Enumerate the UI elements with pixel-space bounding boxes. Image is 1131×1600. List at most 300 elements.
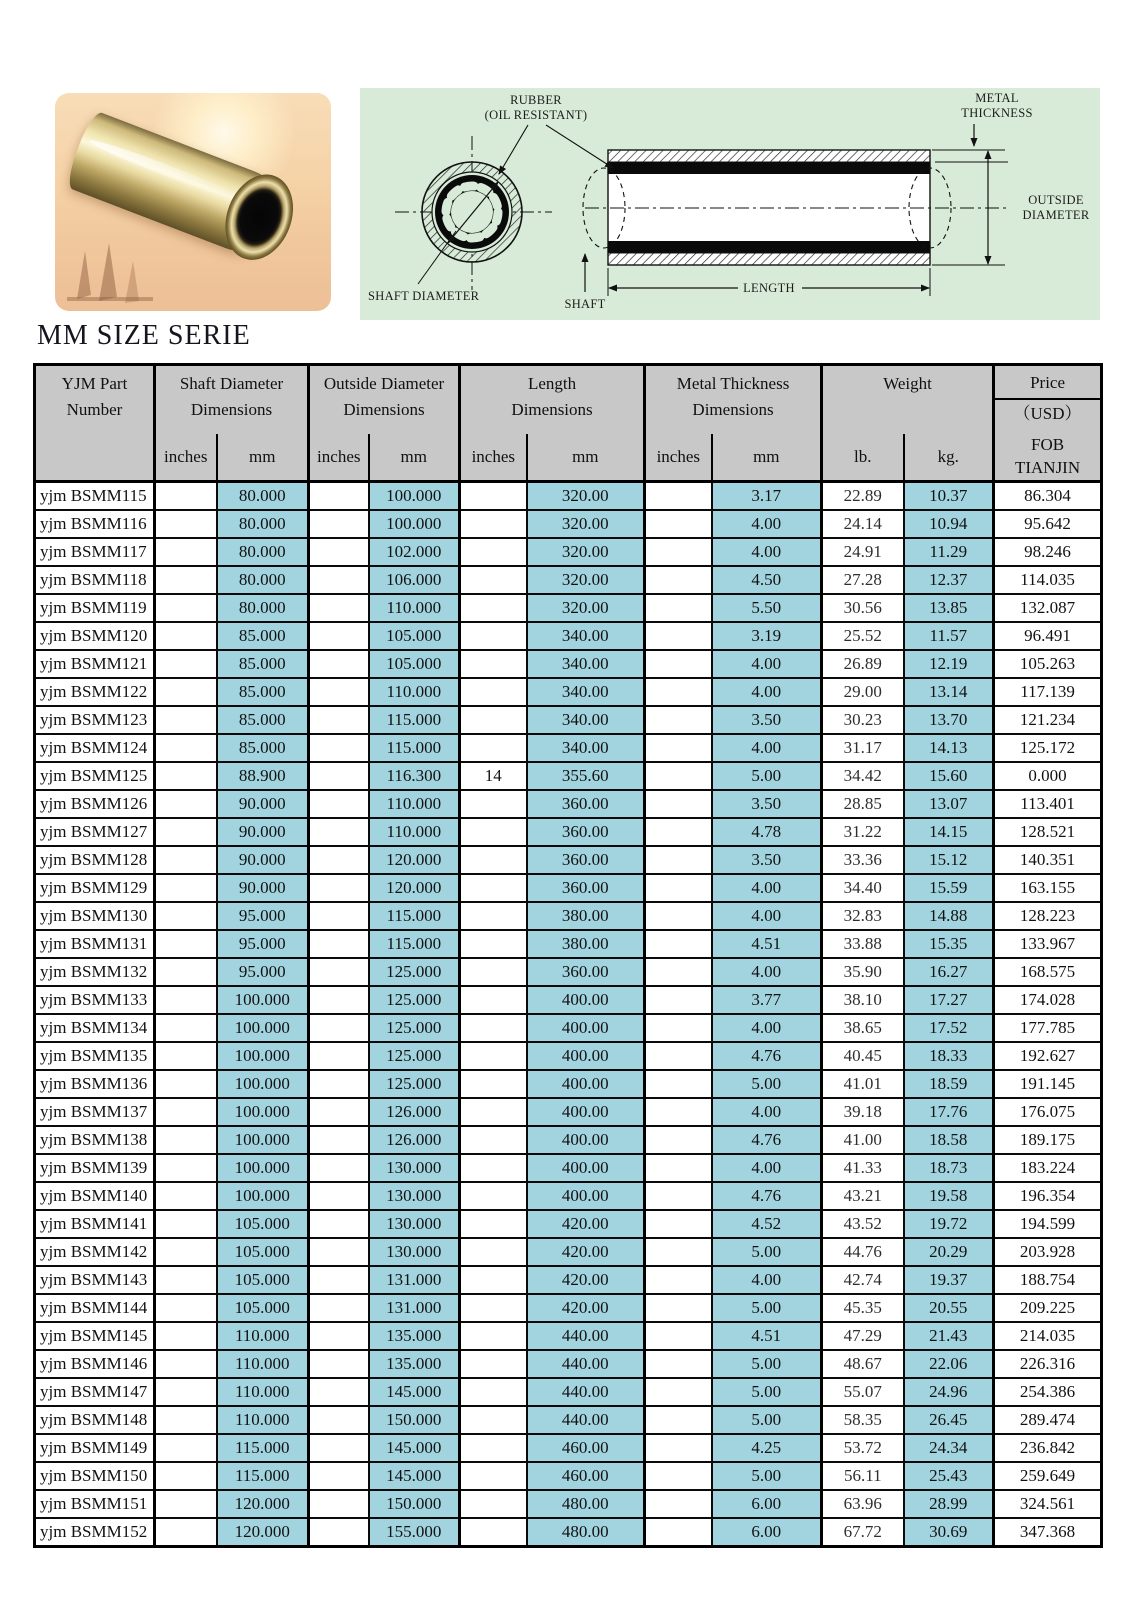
table-row bbox=[35, 1210, 1102, 1238]
cell-part-number: yjm BSMM120 bbox=[35, 622, 155, 650]
cell-price: 254.386 bbox=[994, 1378, 1102, 1406]
cell-weight-kg: 13.07 bbox=[904, 790, 994, 818]
cell-weight-kg: 18.58 bbox=[904, 1126, 994, 1154]
cell-weight-lb: 27.28 bbox=[822, 566, 904, 594]
col-header-length-mm: mm bbox=[527, 434, 645, 482]
cell-outside-mm: 126.000 bbox=[369, 1098, 460, 1126]
cell-outside-mm: 130.000 bbox=[369, 1154, 460, 1182]
cell-outside-mm: 100.000 bbox=[369, 482, 460, 511]
cell-weight-kg: 28.99 bbox=[904, 1490, 994, 1518]
cell-outside-inches bbox=[309, 1322, 369, 1350]
cell-thickness-mm: 4.00 bbox=[712, 874, 822, 902]
cell-thickness-inches bbox=[645, 1238, 712, 1266]
cell-thickness-mm: 4.78 bbox=[712, 818, 822, 846]
cell-length-mm: 340.00 bbox=[527, 734, 645, 762]
cell-weight-kg: 18.33 bbox=[904, 1042, 994, 1070]
cell-weight-kg: 15.59 bbox=[904, 874, 994, 902]
cell-weight-lb: 33.88 bbox=[822, 930, 904, 958]
table-row bbox=[35, 594, 1102, 622]
cell-shaft-mm: 85.000 bbox=[217, 678, 309, 706]
cell-length-mm: 420.00 bbox=[527, 1294, 645, 1322]
cell-weight-lb: 30.23 bbox=[822, 706, 904, 734]
cell-shaft-inches bbox=[155, 846, 217, 874]
cell-price: 191.145 bbox=[994, 1070, 1102, 1098]
cell-shaft-mm: 105.000 bbox=[217, 1238, 309, 1266]
cell-part-number: yjm BSMM145 bbox=[35, 1322, 155, 1350]
cell-weight-kg: 14.15 bbox=[904, 818, 994, 846]
cell-length-mm: 400.00 bbox=[527, 1182, 645, 1210]
cell-length-mm: 480.00 bbox=[527, 1518, 645, 1547]
cell-price: 236.842 bbox=[994, 1434, 1102, 1462]
cell-thickness-inches bbox=[645, 930, 712, 958]
cell-price: 163.155 bbox=[994, 874, 1102, 902]
cell-thickness-inches bbox=[645, 1070, 712, 1098]
table-row bbox=[35, 1154, 1102, 1182]
cell-price: 177.785 bbox=[994, 1014, 1102, 1042]
cell-price: 209.225 bbox=[994, 1294, 1102, 1322]
cell-part-number: yjm BSMM140 bbox=[35, 1182, 155, 1210]
cell-outside-inches bbox=[309, 1490, 369, 1518]
cell-shaft-inches bbox=[155, 1406, 217, 1434]
cell-shaft-inches bbox=[155, 1182, 217, 1210]
cell-thickness-inches bbox=[645, 790, 712, 818]
col-header-outside-diameter: Outside Diameter Dimensions bbox=[309, 365, 460, 435]
cell-outside-mm: 135.000 bbox=[369, 1350, 460, 1378]
cell-price: 121.234 bbox=[994, 706, 1102, 734]
table-row bbox=[35, 1378, 1102, 1406]
cell-weight-kg: 19.37 bbox=[904, 1266, 994, 1294]
cell-shaft-inches bbox=[155, 1210, 217, 1238]
table-row bbox=[35, 930, 1102, 958]
cell-part-number: yjm BSMM115 bbox=[35, 482, 155, 511]
cell-shaft-inches bbox=[155, 510, 217, 538]
cell-outside-inches bbox=[309, 1070, 369, 1098]
cell-weight-lb: 44.76 bbox=[822, 1238, 904, 1266]
cell-length-inches bbox=[460, 1462, 527, 1490]
cell-shaft-inches bbox=[155, 1154, 217, 1182]
cell-thickness-mm: 4.51 bbox=[712, 1322, 822, 1350]
cell-shaft-mm: 90.000 bbox=[217, 846, 309, 874]
col-header-shaft-mm: mm bbox=[217, 434, 309, 482]
col-header-part-number: YJM Part Number bbox=[35, 365, 155, 482]
shaft-diameter-label: SHAFT DIAMETER bbox=[368, 289, 480, 303]
cell-price: 132.087 bbox=[994, 594, 1102, 622]
table-row bbox=[35, 1238, 1102, 1266]
cell-thickness-inches bbox=[645, 762, 712, 790]
table-row bbox=[35, 818, 1102, 846]
cell-length-inches bbox=[460, 1098, 527, 1126]
cell-shaft-inches bbox=[155, 818, 217, 846]
rubber-liner-bottom bbox=[608, 241, 930, 253]
table-row bbox=[35, 846, 1102, 874]
cell-weight-lb: 31.22 bbox=[822, 818, 904, 846]
cell-weight-kg: 15.60 bbox=[904, 762, 994, 790]
table-row bbox=[35, 1462, 1102, 1490]
cell-length-mm: 320.00 bbox=[527, 594, 645, 622]
cell-weight-lb: 35.90 bbox=[822, 958, 904, 986]
cell-thickness-inches bbox=[645, 1294, 712, 1322]
cell-price: 194.599 bbox=[994, 1210, 1102, 1238]
table-row bbox=[35, 874, 1102, 902]
cell-price: 0.000 bbox=[994, 762, 1102, 790]
cell-weight-kg: 12.19 bbox=[904, 650, 994, 678]
cell-weight-lb: 43.52 bbox=[822, 1210, 904, 1238]
cell-outside-inches bbox=[309, 622, 369, 650]
cell-outside-mm: 150.000 bbox=[369, 1406, 460, 1434]
table-row bbox=[35, 678, 1102, 706]
cell-thickness-mm: 5.00 bbox=[712, 1406, 822, 1434]
cell-outside-mm: 100.000 bbox=[369, 510, 460, 538]
cell-shaft-inches bbox=[155, 1238, 217, 1266]
cell-thickness-mm: 5.50 bbox=[712, 594, 822, 622]
cell-outside-inches bbox=[309, 874, 369, 902]
cell-outside-inches bbox=[309, 846, 369, 874]
cell-part-number: yjm BSMM123 bbox=[35, 706, 155, 734]
metal-shell-top bbox=[608, 150, 930, 162]
cell-price: 324.561 bbox=[994, 1490, 1102, 1518]
cell-outside-mm: 105.000 bbox=[369, 650, 460, 678]
cell-shaft-mm: 105.000 bbox=[217, 1266, 309, 1294]
table-row bbox=[35, 622, 1102, 650]
cell-thickness-inches bbox=[645, 622, 712, 650]
cell-thickness-mm: 4.00 bbox=[712, 678, 822, 706]
cell-weight-lb: 39.18 bbox=[822, 1098, 904, 1126]
cell-part-number: yjm BSMM139 bbox=[35, 1154, 155, 1182]
cell-length-mm: 440.00 bbox=[527, 1406, 645, 1434]
cell-thickness-inches bbox=[645, 1406, 712, 1434]
cell-shaft-inches bbox=[155, 1490, 217, 1518]
cell-outside-inches bbox=[309, 762, 369, 790]
cell-outside-mm: 145.000 bbox=[369, 1462, 460, 1490]
cell-thickness-mm: 5.00 bbox=[712, 762, 822, 790]
col-header-metal-thickness: Metal Thickness Dimensions bbox=[645, 365, 822, 435]
cell-shaft-mm: 100.000 bbox=[217, 1182, 309, 1210]
table-row bbox=[35, 790, 1102, 818]
cell-outside-mm: 110.000 bbox=[369, 818, 460, 846]
cell-shaft-mm: 85.000 bbox=[217, 622, 309, 650]
cell-thickness-mm: 3.19 bbox=[712, 622, 822, 650]
cell-price: 95.642 bbox=[994, 510, 1102, 538]
cell-thickness-mm: 4.00 bbox=[712, 1014, 822, 1042]
cell-outside-inches bbox=[309, 510, 369, 538]
cell-thickness-inches bbox=[645, 1042, 712, 1070]
table-row bbox=[35, 902, 1102, 930]
cell-outside-mm: 155.000 bbox=[369, 1518, 460, 1547]
cell-part-number: yjm BSMM136 bbox=[35, 1070, 155, 1098]
cell-weight-kg: 11.57 bbox=[904, 622, 994, 650]
cell-thickness-inches bbox=[645, 958, 712, 986]
cell-length-inches bbox=[460, 510, 527, 538]
cell-weight-kg: 19.58 bbox=[904, 1182, 994, 1210]
table-row bbox=[35, 538, 1102, 566]
cell-shaft-inches bbox=[155, 482, 217, 511]
shaft-bore bbox=[451, 191, 493, 233]
cell-weight-lb: 53.72 bbox=[822, 1434, 904, 1462]
cell-weight-lb: 32.83 bbox=[822, 902, 904, 930]
cell-length-mm: 400.00 bbox=[527, 1098, 645, 1126]
cell-shaft-mm: 115.000 bbox=[217, 1434, 309, 1462]
cell-outside-mm: 115.000 bbox=[369, 930, 460, 958]
cell-length-inches: 14 bbox=[460, 762, 527, 790]
cell-weight-kg: 21.43 bbox=[904, 1322, 994, 1350]
cell-thickness-mm: 3.17 bbox=[712, 482, 822, 511]
cell-part-number: yjm BSMM135 bbox=[35, 1042, 155, 1070]
cell-part-number: yjm BSMM132 bbox=[35, 958, 155, 986]
cell-length-mm: 420.00 bbox=[527, 1238, 645, 1266]
cell-thickness-inches bbox=[645, 1014, 712, 1042]
cell-outside-inches bbox=[309, 930, 369, 958]
table-row bbox=[35, 1126, 1102, 1154]
cell-length-mm: 400.00 bbox=[527, 986, 645, 1014]
cell-weight-lb: 30.56 bbox=[822, 594, 904, 622]
cell-outside-mm: 145.000 bbox=[369, 1378, 460, 1406]
table-row bbox=[35, 1294, 1102, 1322]
cell-shaft-inches bbox=[155, 650, 217, 678]
cell-part-number: yjm BSMM143 bbox=[35, 1266, 155, 1294]
metal-thickness-label-2: THICKNESS bbox=[961, 106, 1033, 120]
cell-thickness-inches bbox=[645, 1434, 712, 1462]
cell-thickness-mm: 4.76 bbox=[712, 1182, 822, 1210]
cell-thickness-inches bbox=[645, 594, 712, 622]
cell-shaft-inches bbox=[155, 538, 217, 566]
cell-price: 189.175 bbox=[994, 1126, 1102, 1154]
cell-thickness-inches bbox=[645, 1322, 712, 1350]
cell-length-mm: 440.00 bbox=[527, 1350, 645, 1378]
cell-length-inches bbox=[460, 874, 527, 902]
cell-thickness-mm: 3.50 bbox=[712, 846, 822, 874]
size-table-wrap bbox=[33, 363, 1103, 1548]
col-header-shaft-diameter: Shaft Diameter Dimensions bbox=[155, 365, 309, 435]
cell-weight-lb: 29.00 bbox=[822, 678, 904, 706]
cell-part-number: yjm BSMM149 bbox=[35, 1434, 155, 1462]
cell-thickness-inches bbox=[645, 1518, 712, 1547]
cell-shaft-inches bbox=[155, 1434, 217, 1462]
cell-weight-kg: 25.43 bbox=[904, 1462, 994, 1490]
cell-length-mm: 320.00 bbox=[527, 566, 645, 594]
col-header-thickness-mm: mm bbox=[712, 434, 822, 482]
cell-length-inches bbox=[460, 1406, 527, 1434]
cell-length-inches bbox=[460, 1490, 527, 1518]
table-row bbox=[35, 1406, 1102, 1434]
cell-shaft-mm: 100.000 bbox=[217, 1098, 309, 1126]
cell-weight-kg: 18.59 bbox=[904, 1070, 994, 1098]
cell-length-mm: 320.00 bbox=[527, 510, 645, 538]
cell-thickness-mm: 3.50 bbox=[712, 706, 822, 734]
col-header-price: Price （USD） FOB TIANJIN bbox=[994, 365, 1102, 482]
cell-outside-mm: 106.000 bbox=[369, 566, 460, 594]
cell-weight-kg: 17.76 bbox=[904, 1098, 994, 1126]
cell-outside-mm: 116.300 bbox=[369, 762, 460, 790]
cell-price: 188.754 bbox=[994, 1266, 1102, 1294]
table-row bbox=[35, 1266, 1102, 1294]
cell-weight-lb: 38.10 bbox=[822, 986, 904, 1014]
cell-length-inches bbox=[460, 538, 527, 566]
cell-thickness-inches bbox=[645, 902, 712, 930]
cell-shaft-inches bbox=[155, 678, 217, 706]
cell-thickness-mm: 4.25 bbox=[712, 1434, 822, 1462]
cell-outside-inches bbox=[309, 1098, 369, 1126]
cell-outside-inches bbox=[309, 482, 369, 511]
cell-part-number: yjm BSMM150 bbox=[35, 1462, 155, 1490]
cell-part-number: yjm BSMM118 bbox=[35, 566, 155, 594]
cell-length-inches bbox=[460, 1014, 527, 1042]
cell-weight-kg: 10.94 bbox=[904, 510, 994, 538]
cell-price: 113.401 bbox=[994, 790, 1102, 818]
cell-weight-kg: 11.29 bbox=[904, 538, 994, 566]
cell-length-mm: 360.00 bbox=[527, 846, 645, 874]
table-row bbox=[35, 1518, 1102, 1547]
cell-thickness-inches bbox=[645, 1350, 712, 1378]
cell-outside-mm: 131.000 bbox=[369, 1294, 460, 1322]
cell-shaft-inches bbox=[155, 902, 217, 930]
cell-part-number: yjm BSMM142 bbox=[35, 1238, 155, 1266]
cell-shaft-mm: 110.000 bbox=[217, 1322, 309, 1350]
cell-outside-inches bbox=[309, 734, 369, 762]
cell-part-number: yjm BSMM133 bbox=[35, 986, 155, 1014]
cell-outside-inches bbox=[309, 902, 369, 930]
cell-shaft-mm: 100.000 bbox=[217, 986, 309, 1014]
table-row bbox=[35, 762, 1102, 790]
cell-part-number: yjm BSMM129 bbox=[35, 874, 155, 902]
cell-thickness-inches bbox=[645, 1462, 712, 1490]
cell-shaft-mm: 100.000 bbox=[217, 1014, 309, 1042]
cell-part-number: yjm BSMM144 bbox=[35, 1294, 155, 1322]
cell-weight-kg: 16.27 bbox=[904, 958, 994, 986]
cell-part-number: yjm BSMM148 bbox=[35, 1406, 155, 1434]
cell-price: 86.304 bbox=[994, 482, 1102, 511]
cell-thickness-mm: 4.00 bbox=[712, 1098, 822, 1126]
cell-thickness-mm: 4.76 bbox=[712, 1042, 822, 1070]
cell-length-inches bbox=[460, 958, 527, 986]
cell-thickness-mm: 5.00 bbox=[712, 1350, 822, 1378]
rubber-label-1: RUBBER bbox=[510, 93, 562, 107]
cell-outside-mm: 120.000 bbox=[369, 846, 460, 874]
page-title: MM SIZE SERIE bbox=[37, 320, 251, 351]
cell-outside-mm: 115.000 bbox=[369, 734, 460, 762]
table-row bbox=[35, 1490, 1102, 1518]
cell-part-number: yjm BSMM127 bbox=[35, 818, 155, 846]
cell-shaft-inches bbox=[155, 1350, 217, 1378]
cell-thickness-mm: 4.00 bbox=[712, 734, 822, 762]
cell-weight-kg: 15.35 bbox=[904, 930, 994, 958]
cell-outside-inches bbox=[309, 1378, 369, 1406]
cell-price: 203.928 bbox=[994, 1238, 1102, 1266]
cell-thickness-inches bbox=[645, 510, 712, 538]
cell-weight-lb: 47.29 bbox=[822, 1322, 904, 1350]
cell-weight-kg: 14.13 bbox=[904, 734, 994, 762]
cell-outside-mm: 120.000 bbox=[369, 874, 460, 902]
cell-thickness-mm: 3.50 bbox=[712, 790, 822, 818]
cell-weight-lb: 41.01 bbox=[822, 1070, 904, 1098]
cell-thickness-inches bbox=[645, 482, 712, 511]
cell-part-number: yjm BSMM141 bbox=[35, 1210, 155, 1238]
cell-shaft-mm: 80.000 bbox=[217, 566, 309, 594]
cell-outside-mm: 125.000 bbox=[369, 1014, 460, 1042]
cell-thickness-inches bbox=[645, 1098, 712, 1126]
cell-shaft-mm: 110.000 bbox=[217, 1406, 309, 1434]
table-row bbox=[35, 1434, 1102, 1462]
cell-shaft-inches bbox=[155, 1042, 217, 1070]
cell-thickness-inches bbox=[645, 678, 712, 706]
cell-part-number: yjm BSMM146 bbox=[35, 1350, 155, 1378]
cell-outside-mm: 115.000 bbox=[369, 902, 460, 930]
cell-weight-lb: 41.00 bbox=[822, 1126, 904, 1154]
cell-shaft-mm: 115.000 bbox=[217, 1462, 309, 1490]
cell-weight-lb: 24.14 bbox=[822, 510, 904, 538]
cell-thickness-mm: 5.00 bbox=[712, 1294, 822, 1322]
col-header-shaft-inches: inches bbox=[155, 434, 217, 482]
cell-thickness-inches bbox=[645, 1266, 712, 1294]
cell-shaft-mm: 95.000 bbox=[217, 902, 309, 930]
cell-weight-kg: 13.70 bbox=[904, 706, 994, 734]
cell-length-inches bbox=[460, 1350, 527, 1378]
cell-price: 128.521 bbox=[994, 818, 1102, 846]
cell-length-mm: 400.00 bbox=[527, 1070, 645, 1098]
cell-part-number: yjm BSMM134 bbox=[35, 1014, 155, 1042]
cell-weight-kg: 24.34 bbox=[904, 1434, 994, 1462]
table-row bbox=[35, 986, 1102, 1014]
cell-price: 140.351 bbox=[994, 846, 1102, 874]
cell-length-inches bbox=[460, 930, 527, 958]
cell-part-number: yjm BSMM151 bbox=[35, 1490, 155, 1518]
cell-shaft-inches bbox=[155, 622, 217, 650]
bearing-bore-opening bbox=[214, 165, 305, 270]
cell-thickness-mm: 4.50 bbox=[712, 566, 822, 594]
sailboat-silhouettes bbox=[55, 221, 205, 311]
outside-diameter-label-1: OUTSIDE bbox=[1028, 193, 1084, 207]
cell-length-mm: 420.00 bbox=[527, 1266, 645, 1294]
cell-weight-lb: 63.96 bbox=[822, 1490, 904, 1518]
cell-length-mm: 340.00 bbox=[527, 706, 645, 734]
cell-shaft-inches bbox=[155, 1378, 217, 1406]
cell-outside-mm: 110.000 bbox=[369, 594, 460, 622]
cell-weight-lb: 26.89 bbox=[822, 650, 904, 678]
cell-length-mm: 440.00 bbox=[527, 1378, 645, 1406]
cell-shaft-inches bbox=[155, 1070, 217, 1098]
cell-shaft-mm: 105.000 bbox=[217, 1210, 309, 1238]
cell-length-mm: 340.00 bbox=[527, 650, 645, 678]
cell-length-inches bbox=[460, 1322, 527, 1350]
cell-shaft-mm: 90.000 bbox=[217, 874, 309, 902]
cell-thickness-inches bbox=[645, 538, 712, 566]
cell-length-inches bbox=[460, 986, 527, 1014]
cell-part-number: yjm BSMM124 bbox=[35, 734, 155, 762]
cell-price: 174.028 bbox=[994, 986, 1102, 1014]
cell-thickness-mm: 4.00 bbox=[712, 902, 822, 930]
cell-shaft-inches bbox=[155, 1014, 217, 1042]
table-row bbox=[35, 1098, 1102, 1126]
table-row bbox=[35, 1182, 1102, 1210]
cell-length-mm: 460.00 bbox=[527, 1434, 645, 1462]
cell-weight-lb: 25.52 bbox=[822, 622, 904, 650]
cell-weight-lb: 48.67 bbox=[822, 1350, 904, 1378]
cell-price: 176.075 bbox=[994, 1098, 1102, 1126]
cell-weight-lb: 41.33 bbox=[822, 1154, 904, 1182]
table-row bbox=[35, 958, 1102, 986]
table-row bbox=[35, 1322, 1102, 1350]
cell-thickness-mm: 4.52 bbox=[712, 1210, 822, 1238]
cell-price: 196.354 bbox=[994, 1182, 1102, 1210]
cell-length-inches bbox=[460, 678, 527, 706]
cell-length-mm: 400.00 bbox=[527, 1126, 645, 1154]
cell-outside-inches bbox=[309, 958, 369, 986]
cell-price: 168.575 bbox=[994, 958, 1102, 986]
cell-outside-mm: 110.000 bbox=[369, 678, 460, 706]
cell-thickness-mm: 5.00 bbox=[712, 1378, 822, 1406]
cell-shaft-mm: 120.000 bbox=[217, 1490, 309, 1518]
cell-price: 347.368 bbox=[994, 1518, 1102, 1547]
cell-price: 133.967 bbox=[994, 930, 1102, 958]
